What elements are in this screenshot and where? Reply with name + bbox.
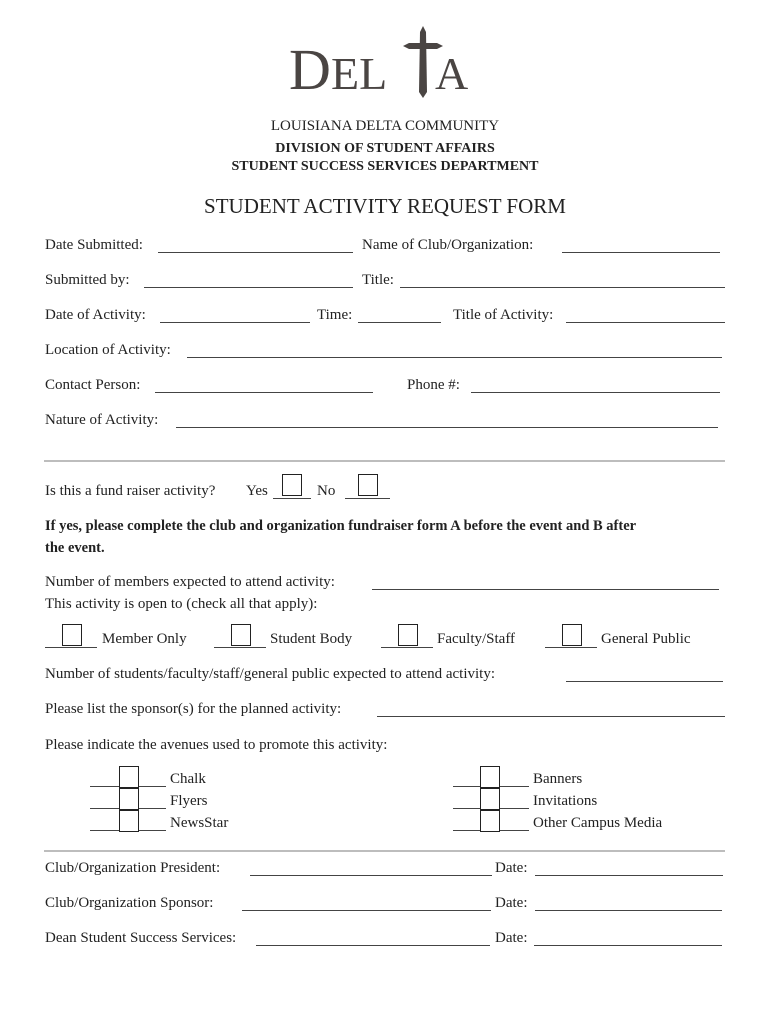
member-only-underline <box>45 647 97 648</box>
invitations-label: Invitations <box>533 793 598 809</box>
newsstar-checkbox[interactable] <box>119 810 139 832</box>
form-title: STUDENT ACTIVITY REQUEST FORM <box>204 194 566 218</box>
total-expected-label: Number of students/faculty/staff/general public expected to attend activity: <box>45 666 495 682</box>
banners-label: Banners <box>533 771 583 787</box>
phone-label: Phone #: <box>407 377 460 393</box>
signature-divider <box>44 850 725 852</box>
dean-signature-field[interactable] <box>256 945 490 946</box>
contact-person-field[interactable] <box>155 392 373 393</box>
title-of-activity-label: Title of Activity: <box>453 307 554 323</box>
flyers-label: Flyers <box>170 793 208 809</box>
college-name: LOUISIANA DELTA COMMUNITY <box>270 118 500 134</box>
department-name: STUDENT SUCCESS SERVICES DEPARTMENT <box>231 159 539 174</box>
member-only-checkbox[interactable] <box>62 624 82 646</box>
time-label: Time: <box>317 307 353 323</box>
members-expected-field[interactable] <box>372 589 719 590</box>
date-submitted-label: Date Submitted: <box>45 237 143 253</box>
svg-text:EL: EL <box>331 48 388 99</box>
sponsor-label: Club/Organization Sponsor: <box>45 895 214 911</box>
no-label: No <box>317 483 336 499</box>
president-signature-field[interactable] <box>250 875 492 876</box>
president-date-field[interactable] <box>535 875 723 876</box>
flyers-checkbox[interactable] <box>119 788 139 810</box>
sponsors-label: Please list the sponsor(s) for the planned activity: <box>45 701 342 717</box>
sponsor-date-field[interactable] <box>535 910 722 911</box>
phone-field[interactable] <box>471 392 720 393</box>
submitted-by-label: Submitted by: <box>45 272 130 288</box>
members-expected-label: Number of members expected to attend activity: <box>45 574 335 590</box>
open-to-label: This activity is open to (check all that apply): <box>45 596 318 612</box>
student-body-label: Student Body <box>270 631 353 647</box>
student-body-underline <box>214 647 266 648</box>
contact-person-label: Contact Person: <box>45 377 141 393</box>
general-public-label: General Public <box>601 631 691 647</box>
banners-checkbox[interactable] <box>480 766 500 788</box>
date-of-activity-field[interactable] <box>160 322 310 323</box>
nature-field[interactable] <box>176 427 718 428</box>
date-of-activity-label: Date of Activity: <box>45 307 146 323</box>
no-checkbox[interactable] <box>358 474 378 496</box>
faculty-staff-label: Faculty/Staff <box>437 631 516 647</box>
time-field[interactable] <box>358 322 441 323</box>
club-name-field[interactable] <box>562 252 720 253</box>
dean-date-field[interactable] <box>534 945 722 946</box>
location-label: Location of Activity: <box>45 342 171 358</box>
location-field[interactable] <box>187 357 722 358</box>
other-media-checkbox[interactable] <box>480 810 500 832</box>
faculty-staff-checkbox[interactable] <box>398 624 418 646</box>
dean-date-label: Date: <box>495 930 528 946</box>
sponsor-date-label: Date: <box>495 895 528 911</box>
faculty-staff-underline <box>381 647 433 648</box>
president-date-label: Date: <box>495 860 528 876</box>
svg-text:D: D <box>289 37 331 102</box>
invitations-checkbox[interactable] <box>480 788 500 810</box>
club-name-label: Name of Club/Organization: <box>362 237 534 253</box>
sponsors-field[interactable] <box>377 716 725 717</box>
delta-logo <box>285 22 495 102</box>
fundraiser-question: Is this a fund raiser activity? <box>45 483 216 499</box>
yes-underline <box>273 498 311 499</box>
newsstar-label: NewsStar <box>170 815 229 831</box>
submitted-by-field[interactable] <box>144 287 353 288</box>
division-name: DIVISION OF STUDENT AFFAIRS <box>275 141 495 156</box>
fundraiser-note-line1: If yes, please complete the club and organization fundraiser form A before the event and B after <box>45 518 637 534</box>
other-media-label: Other Campus Media <box>533 815 663 831</box>
date-submitted-field[interactable] <box>158 252 353 253</box>
avenues-label: Please indicate the avenues used to promote this activity: <box>45 737 388 753</box>
president-label: Club/Organization President: <box>45 860 221 876</box>
total-expected-field[interactable] <box>566 681 723 682</box>
fundraiser-note-line2: the event. <box>45 540 105 556</box>
member-only-label: Member Only <box>102 631 187 647</box>
chalk-checkbox[interactable] <box>119 766 139 788</box>
svg-text:A: A <box>435 48 469 99</box>
yes-label: Yes <box>246 483 268 499</box>
dean-label: Dean Student Success Services: <box>45 930 237 946</box>
student-body-checkbox[interactable] <box>231 624 251 646</box>
title-of-activity-field[interactable] <box>566 322 725 323</box>
title-field[interactable] <box>400 287 725 288</box>
title-label: Title: <box>362 272 394 288</box>
section-divider <box>44 460 725 462</box>
yes-checkbox[interactable] <box>282 474 302 496</box>
general-public-underline <box>545 647 597 648</box>
chalk-label: Chalk <box>170 771 206 787</box>
no-underline <box>345 498 390 499</box>
sponsor-signature-field[interactable] <box>242 910 491 911</box>
nature-label: Nature of Activity: <box>45 412 159 428</box>
logo-graphic <box>285 22 495 102</box>
general-public-checkbox[interactable] <box>562 624 582 646</box>
